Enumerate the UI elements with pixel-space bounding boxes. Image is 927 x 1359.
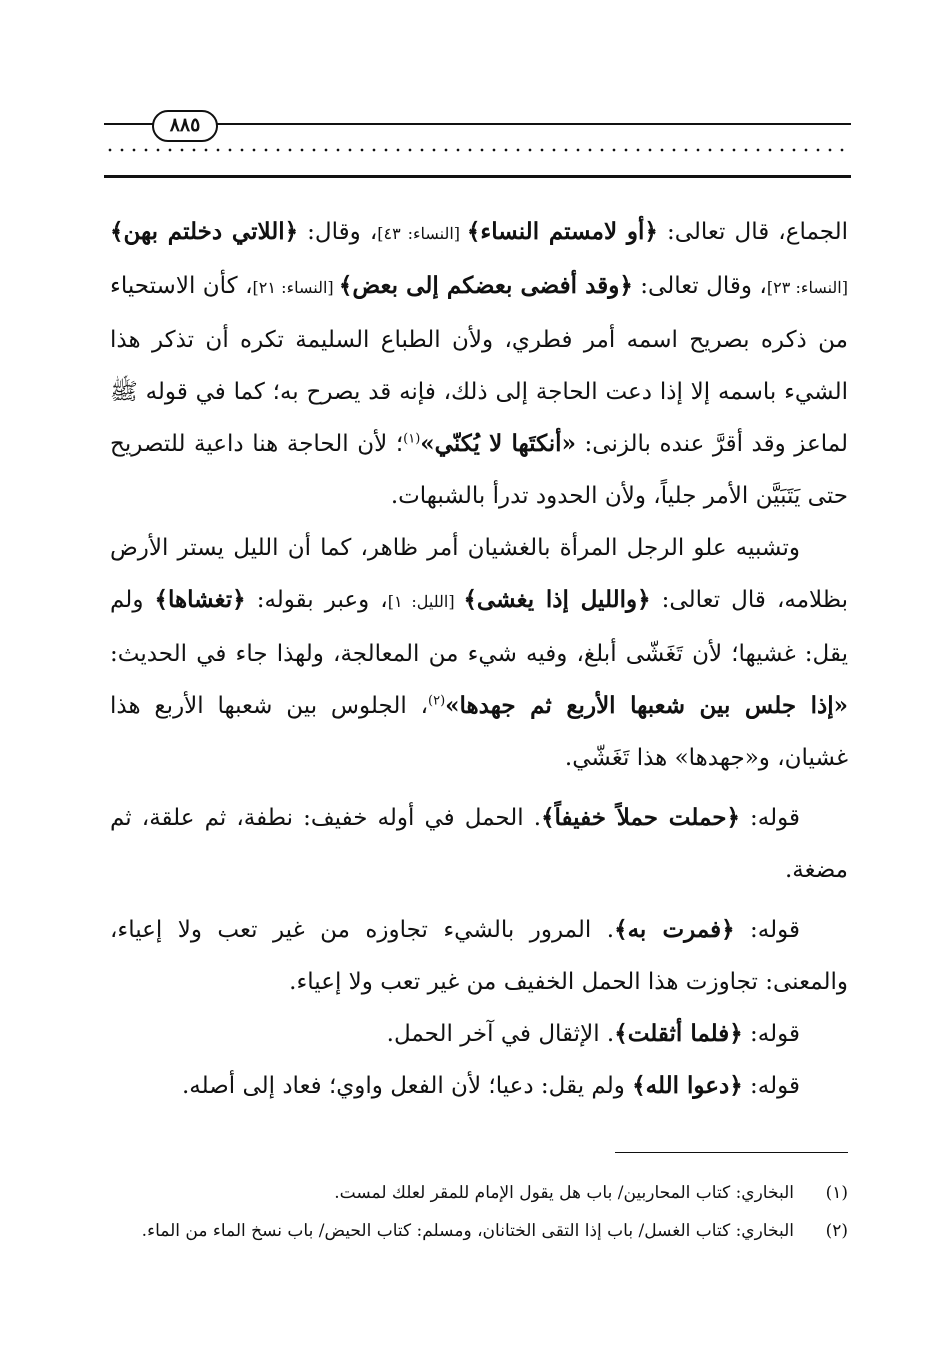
footnote-marker[interactable]: (٢): [428, 693, 446, 709]
text-span: وتشبيه علو الرجل المرأة بالغشيان أمر ظاهر، كما أن الليل يستر الأرض بظلامه، قال تعالى:: [110, 535, 849, 613]
quran-quote: ﴿اللاتي دخلتم بهن﴾: [110, 218, 299, 245]
paragraph-6: [110, 1060, 848, 1112]
text-span: قوله:: [739, 805, 800, 831]
text-span: . الحمل في أوله خفيف: نطفة، ثم علقة، ثم مضغة.: [110, 805, 848, 883]
quran-quote: ﴿وقد أفضى بعضكم إلى بعض﴾: [338, 272, 633, 299]
footnote-2: [110, 1212, 848, 1250]
verse-reference: [النساء: ٤٣]: [377, 224, 467, 243]
footnotes: [110, 1174, 848, 1250]
text-span: قوله:: [742, 1073, 800, 1099]
text-span: ولم يقل: غشيها؛ لأن تَغَشّى أبلغ، وفيه شيء من المعالجة، ولهذا جاء في الحديث:: [110, 587, 848, 667]
header-dotted-rule: [104, 147, 851, 153]
text-span: . المرور بالشيء تجاوزه من غير تعب ولا إعياء، والمعنى: تجاوزت هذا الحمل الخفيف من غير تعب ولا إعياء.: [110, 917, 848, 995]
text-span: قوله:: [734, 917, 801, 943]
text-span: قوله:: [742, 1021, 800, 1047]
quran-quote: ﴿تغشاها﴾: [154, 586, 246, 613]
text-span: ، وقال تعالى:: [632, 273, 767, 299]
quran-quote: ﴿حملت حملاً خفيفاً﴾: [541, 804, 740, 831]
quran-quote: ﴿أو لامستم النساء﴾: [466, 218, 658, 245]
page-header: [104, 104, 851, 184]
quran-quote: ﴿فمرت به﴾: [614, 916, 735, 943]
quran-quote: ﴿والليل إذا يغشى﴾: [463, 586, 651, 613]
text-span: ، الجلوس بين شعبها الأربع هذا غشيان، و«جهدها» هذا تَغَشّي.: [110, 693, 848, 771]
paragraph-3: [110, 792, 848, 896]
hadith-quote: «أنكتَها لا يُكنّي»: [420, 430, 576, 457]
text-span: ، كأن الاستحياء من ذكره بصريح اسمه أمر فطري، ولأن الطباع السليمة تكره أن تذكر هذا الشيء باسمه إلا إذا دعت الحاجة إلى ذلك، فإنه قد يصرح به؛ كما في قوله ﷺ لماعز وقد أقرَّ عنده بالزنى:: [110, 273, 849, 457]
footnote-marker[interactable]: (١): [403, 431, 421, 447]
hadith-quote: «إذا جلس بين شعبها الأربع ثم جهدها»: [445, 692, 848, 719]
footnote-1: [110, 1174, 848, 1212]
paragraph-4: [110, 904, 848, 1008]
header-rule-bottom: [104, 175, 851, 178]
text-span: ؛ لأن الحاجة هنا داعية للتصريح حتى يَتَبَيَّن الأمر جلياً، ولأن الحدود تدرأ بالشبهات.: [110, 431, 848, 509]
paragraph-5: [110, 1008, 848, 1060]
quran-quote: ﴿فلما أثقلت﴾: [614, 1020, 743, 1047]
verse-reference: [النساء: ٢٣]: [766, 278, 848, 297]
paragraph-2: [110, 522, 848, 784]
footnote-text: البخاري: كتاب المحاربين/ باب هل يقول الإمام للمقر لعلك لمست.: [334, 1183, 794, 1203]
text-span: . الإثقال في آخر الحمل.: [386, 1021, 615, 1047]
footnote-text: البخاري: كتاب الغسل/ باب إذا التقى الختانان، ومسلم: كتاب الحيض/ باب نسخ الماء من الماء.: [141, 1221, 794, 1241]
main-text: [110, 206, 848, 1112]
verse-reference: [الليل: ١]: [387, 592, 464, 611]
text-span: ، وعبر بقوله:: [245, 587, 388, 613]
footnote-number: (٢): [825, 1221, 848, 1241]
footnote-separator: [615, 1152, 848, 1153]
quran-quote: ﴿دعوا الله﴾: [632, 1072, 743, 1099]
text-span: ، وقال:: [298, 219, 378, 245]
paragraph-1: [110, 206, 848, 522]
text-span: ولم يقل: دعيا؛ لأن الفعل واوي؛ فعاد إلى أصله.: [181, 1073, 633, 1099]
page-number: ٨٨٥: [152, 110, 218, 142]
footnote-number: (١): [825, 1183, 848, 1203]
verse-reference: [النساء: ٢١]: [252, 278, 339, 297]
text-span: الجماع، قال تعالى:: [657, 219, 848, 245]
